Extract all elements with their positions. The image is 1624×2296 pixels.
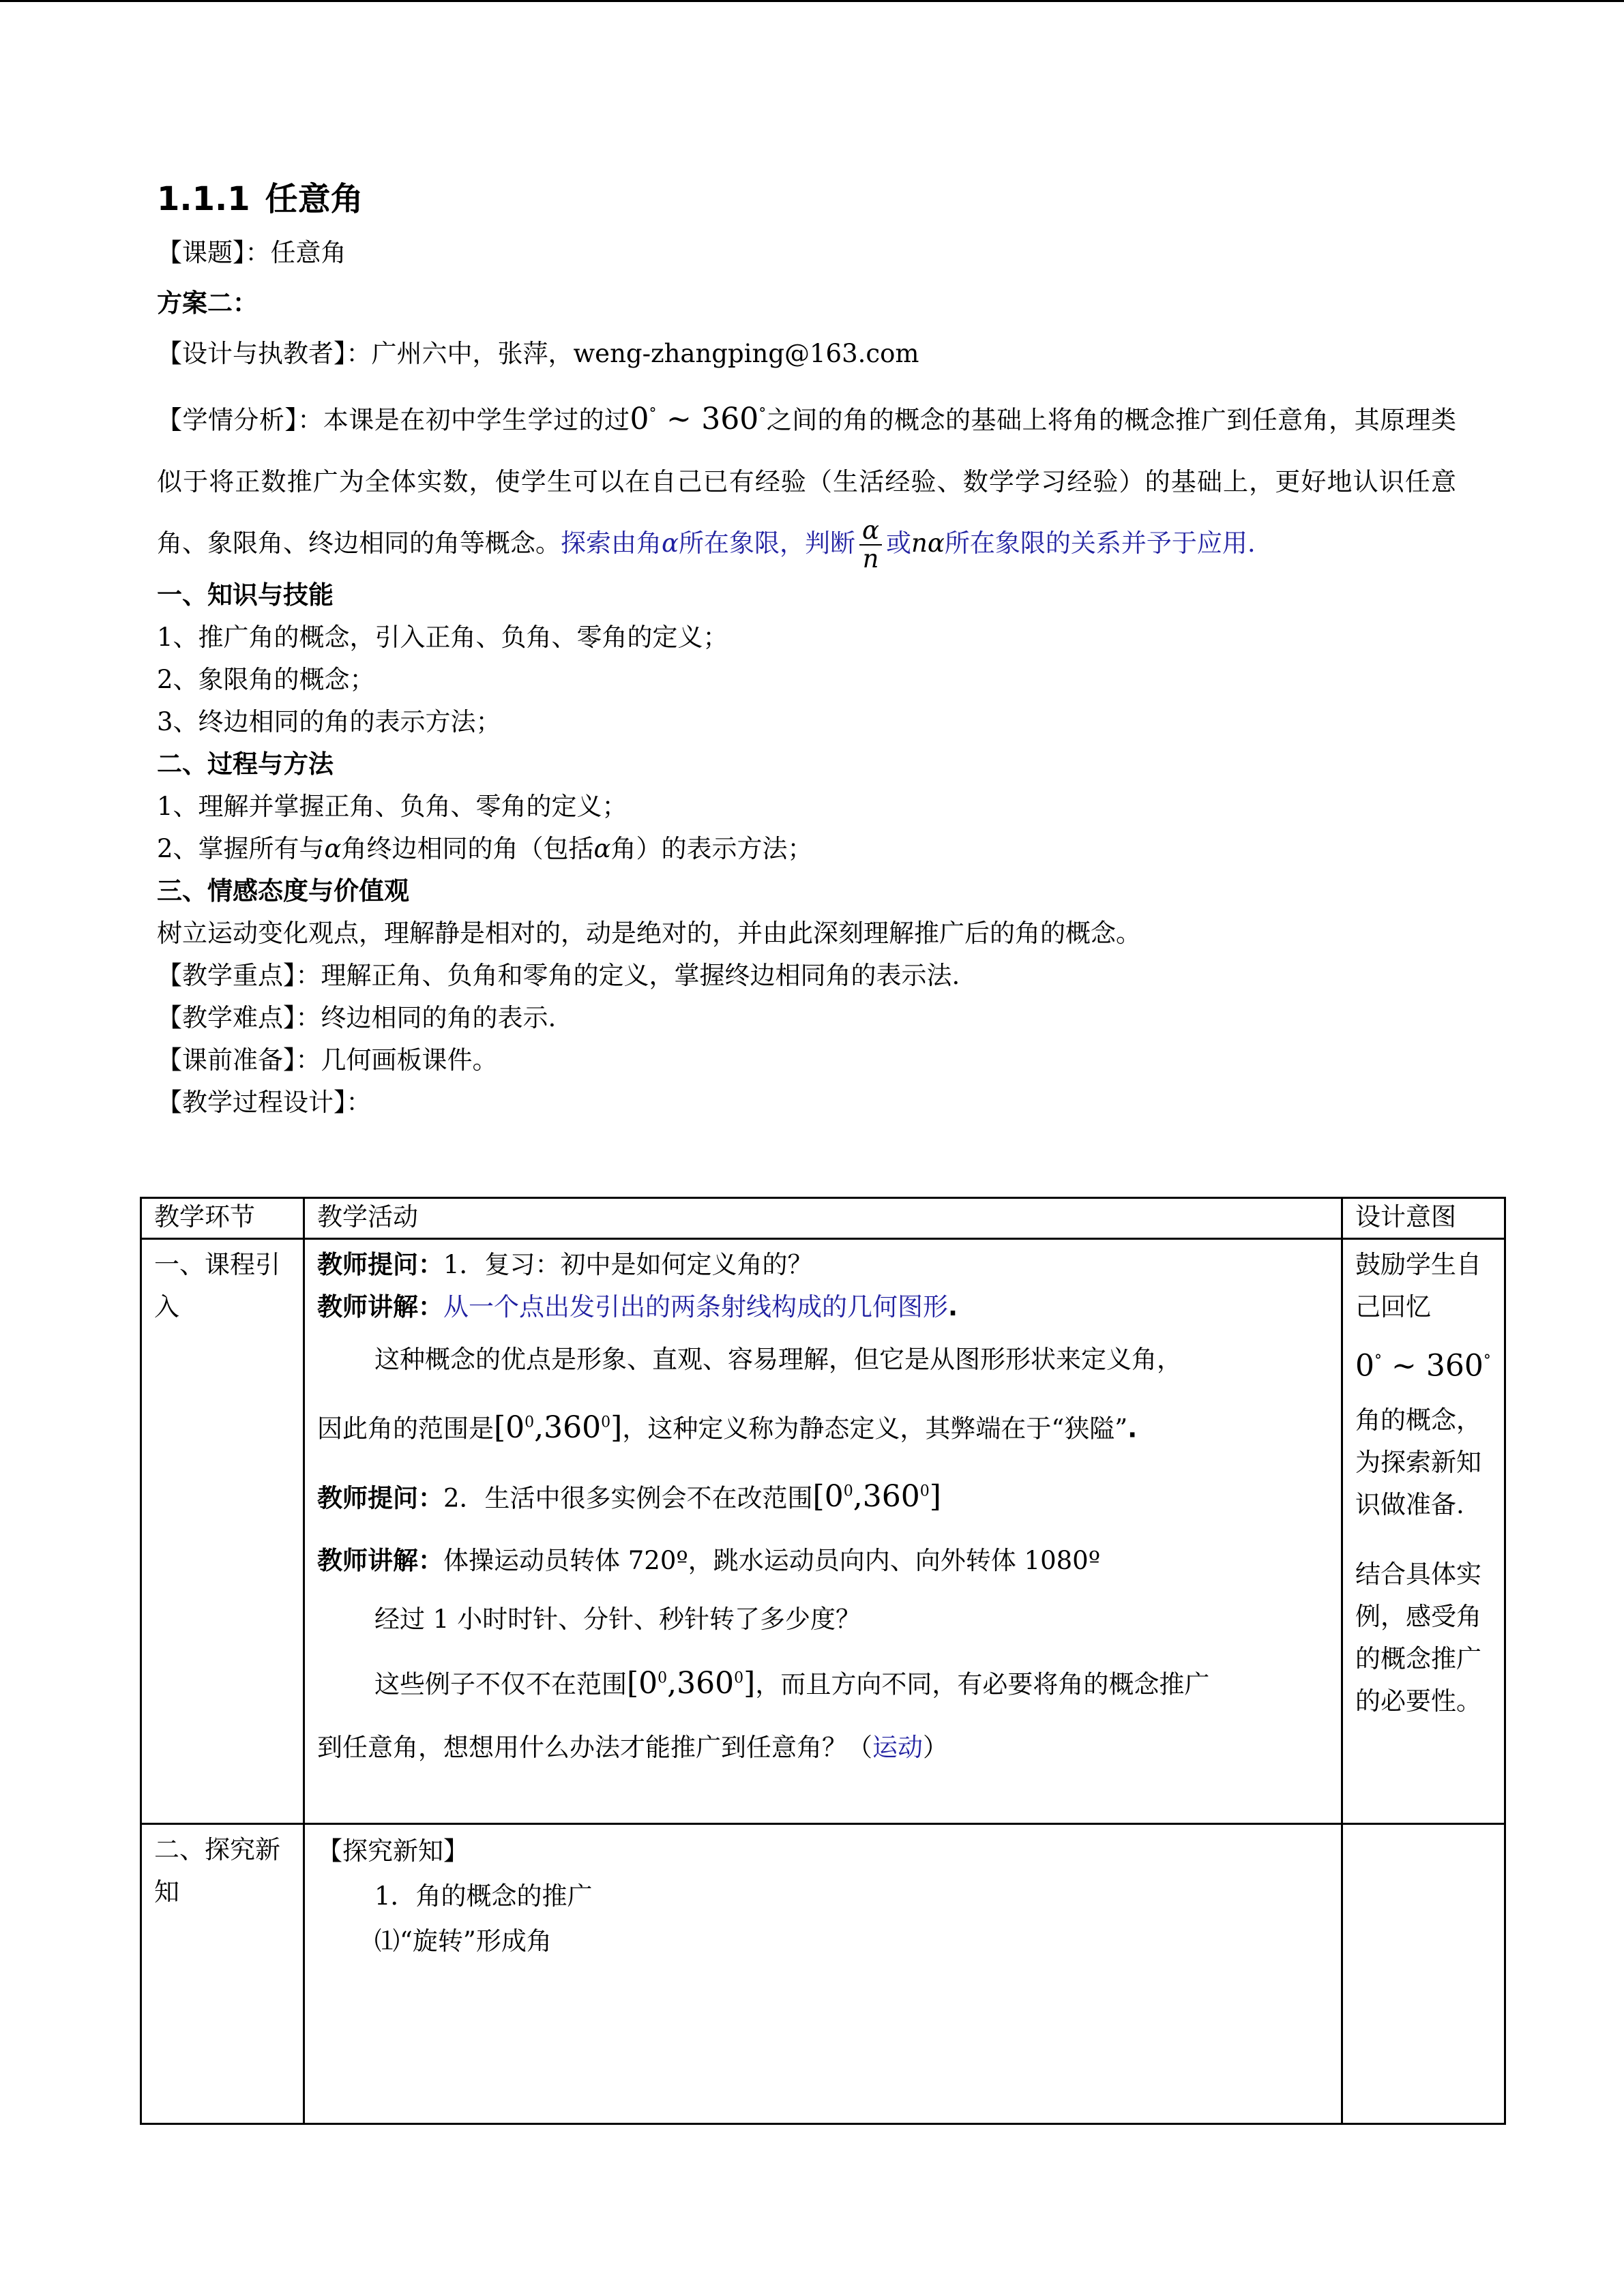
preparation-text: 几何画板课件。 [321, 1045, 498, 1075]
subject-label: 【课题】： [157, 238, 271, 267]
table-row [141, 1824, 1505, 2124]
activity-line: 这种概念的优点是形象、直观、容易理解，但它是从图形形状来定义角， [374, 1345, 1182, 1374]
activity-text: ，这种定义称为静态定义，其弊端在于“狭隘” [622, 1414, 1128, 1444]
explore-item: 1．角的概念的推广 [374, 1881, 593, 1911]
document-body [157, 170, 1514, 1124]
teacher-question-label: 教师提问： [317, 1250, 443, 1279]
analysis-text-1: 本课是在初中学生学过的过 [323, 405, 630, 435]
analysis-blue-2: 所在象限，判断 [679, 528, 855, 558]
activity-text: ，而且方向不同，有必要将角的概念推广 [755, 1669, 1210, 1699]
alpha-over-n-fraction [859, 517, 882, 573]
subject-value: 任意角 [270, 238, 346, 267]
interval-start: 0 [638, 1665, 658, 1701]
interval-start: 0 [1355, 1348, 1374, 1384]
purpose-text: 结合具体实例，感受角的概念推广的必要性。 [1355, 1559, 1481, 1716]
activity-line: 教师讲解：从一个点出发引出的两条射线构成的几何图形. [317, 1292, 958, 1322]
fraction-numerator: α [859, 517, 882, 546]
analysis-range: 0° ~ 360° [630, 401, 767, 436]
subject-line [157, 232, 1514, 274]
interval-end: 360 [862, 1479, 920, 1515]
explore-heading: 【探究新知】 [317, 1836, 469, 1866]
header-stage: 教学环节 [141, 1198, 304, 1239]
teacher-explain-label: 教师讲解： [317, 1546, 443, 1576]
interval-start: 0 [505, 1410, 525, 1445]
section-2-item-part: 2、掌握所有与 [157, 833, 325, 863]
title-number: 1.1.1 [157, 180, 250, 218]
n-alpha-symbol: nα [911, 528, 945, 558]
section-1-item: 1、推广角的概念，引入正角、负角、零角的定义； [157, 622, 728, 652]
alpha-symbol: α [324, 833, 342, 863]
section-2-item-part: 角）的表示方法； [610, 833, 813, 863]
designer-line [157, 333, 1514, 375]
activity-cell [304, 1239, 1342, 1824]
activity-cell [304, 1824, 1342, 2124]
designer-value: 广州六中，张萍，weng-zhangping@163.com [371, 339, 919, 368]
section-2-item: 1、理解并掌握正角、负角、零角的定义； [157, 791, 628, 821]
activity-text: 到任意角，想想用什么办法才能推广到任意角？（ [317, 1732, 872, 1762]
section-2-title: 二、过程与方法 [157, 749, 334, 779]
table-header-row [141, 1198, 1505, 1239]
difficulty-line [157, 997, 1514, 1039]
purpose-text: 鼓励学生自己回忆 [1355, 1250, 1481, 1322]
activity-line [317, 1530, 1329, 1592]
header-activity: 教学活动 [304, 1198, 1342, 1239]
angle-definition-text: 从一个点出发引出的两条射线构成的几何图形 [443, 1292, 948, 1322]
activity-text: 这些例子不仅不在范围 [374, 1669, 627, 1699]
analysis-blue-1: 探索由角 [561, 528, 662, 558]
explore-item: ⑴“旋转”形成角 [374, 1926, 552, 1956]
activity-text: ） [923, 1732, 948, 1762]
fraction-denominator: n [862, 544, 879, 574]
key-point-line [157, 955, 1514, 997]
alpha-symbol: α [662, 528, 679, 558]
page-top-border [0, 0, 1624, 2]
preparation-line [157, 1039, 1514, 1082]
teacher-question-text: 2．生活中很多实例会不在改范围 [443, 1483, 813, 1513]
table-row [141, 1239, 1505, 1824]
key-point-label: 【教学重点】： [157, 960, 321, 990]
interval-end: 360 [544, 1410, 602, 1445]
difficulty-label: 【教学难点】： [157, 1002, 321, 1032]
section-2-item [157, 828, 1514, 870]
range-start: 0 [630, 401, 649, 436]
section-2-item-part: 角终边相同的角（包括 [341, 833, 594, 863]
purpose-cell [1342, 1239, 1505, 1824]
interval-start: 0 [824, 1479, 844, 1515]
range-interval: $[0^0,360^0]$ [494, 1410, 623, 1445]
activity-text: 因此角的范围是 [317, 1414, 494, 1444]
analysis-text-2: 之间的角的概念的基础上将角的概念推广到任意角，其原理类似于将正数推广为全体实数，使学生可以在自己已有经验（生活经验、数学学习经验）的基础上，更好地认识任意角、象限角、终边相同的角等概念。 [157, 405, 1457, 558]
section-3-title: 三、情感态度与价值观 [157, 876, 409, 906]
section-1-title: 一、知识与技能 [157, 580, 334, 610]
activity-line [317, 1647, 1329, 1716]
activity-line [317, 1244, 1329, 1286]
purpose-range: 0° ~ 360° [1355, 1348, 1491, 1384]
range-end: 360 [701, 401, 759, 436]
purpose-cell [1342, 1824, 1505, 2124]
analysis-label: 【学情分析】： [157, 405, 323, 435]
analysis-blue-3: 或 [886, 528, 911, 558]
analysis-blue-4: 所在象限的关系并予于应用. [944, 528, 1256, 558]
activity-line [317, 1716, 1329, 1779]
process-label: 【教学过程设计】： [157, 1087, 372, 1117]
header-purpose: 设计意图 [1342, 1198, 1505, 1239]
alpha-symbol: α [593, 833, 611, 863]
section-1-item: 3、终边相同的角的表示方法； [157, 706, 501, 736]
section-1-item: 2、象限角的概念； [157, 664, 375, 694]
section-3-text: 树立运动变化观点，理解静是相对的，动是绝对的，并由此深刻理解推广后的角的概念。 [157, 918, 1141, 948]
stage-cell: 二、探究新知 [141, 1824, 304, 2124]
difficulty-text: 终边相同的角的表示. [321, 1002, 557, 1032]
teacher-explain-label: 教师讲解： [317, 1292, 443, 1322]
activity-line [317, 1461, 1329, 1530]
teacher-question-label: 教师提问： [317, 1483, 443, 1513]
range-interval: $[0^0,360^0]$ [812, 1479, 941, 1515]
teacher-explain-text: 体操运动员转体 720º，跳水运动员向内、向外转体 1080º [443, 1546, 1101, 1576]
title-text: 任意角 [265, 180, 364, 218]
interval-end: 360 [1426, 1348, 1483, 1384]
page-title [157, 170, 1514, 228]
purpose-text: 角的概念，为探索新知识做准备. [1355, 1405, 1481, 1519]
designer-label: 【设计与执教者】： [157, 339, 372, 368]
activity-line: 经过 1 小时时针、分针、秒针转了多少度？ [374, 1605, 861, 1635]
key-point-text: 理解正角、负角和零角的定义，掌握终边相同角的表示法. [321, 960, 960, 990]
preparation-label: 【课前准备】： [157, 1045, 321, 1075]
stage-cell: 一、课程引入 [141, 1239, 304, 1824]
analysis-paragraph [157, 383, 1456, 574]
motion-keyword: 运动 [872, 1732, 923, 1762]
teacher-question-text: 1．复习：初中是如何定义角的？ [443, 1250, 813, 1279]
interval-end: 360 [677, 1665, 735, 1701]
activity-line: 因此角的范围是$[0^0,360^0]$，这种定义称为静态定义，其弊端在于“狭隘”. [317, 1410, 1138, 1445]
plan-line: 方案二： [157, 288, 258, 318]
range-interval: $[0^0,360^0]$ [627, 1665, 756, 1701]
lesson-process-table [140, 1197, 1506, 2125]
